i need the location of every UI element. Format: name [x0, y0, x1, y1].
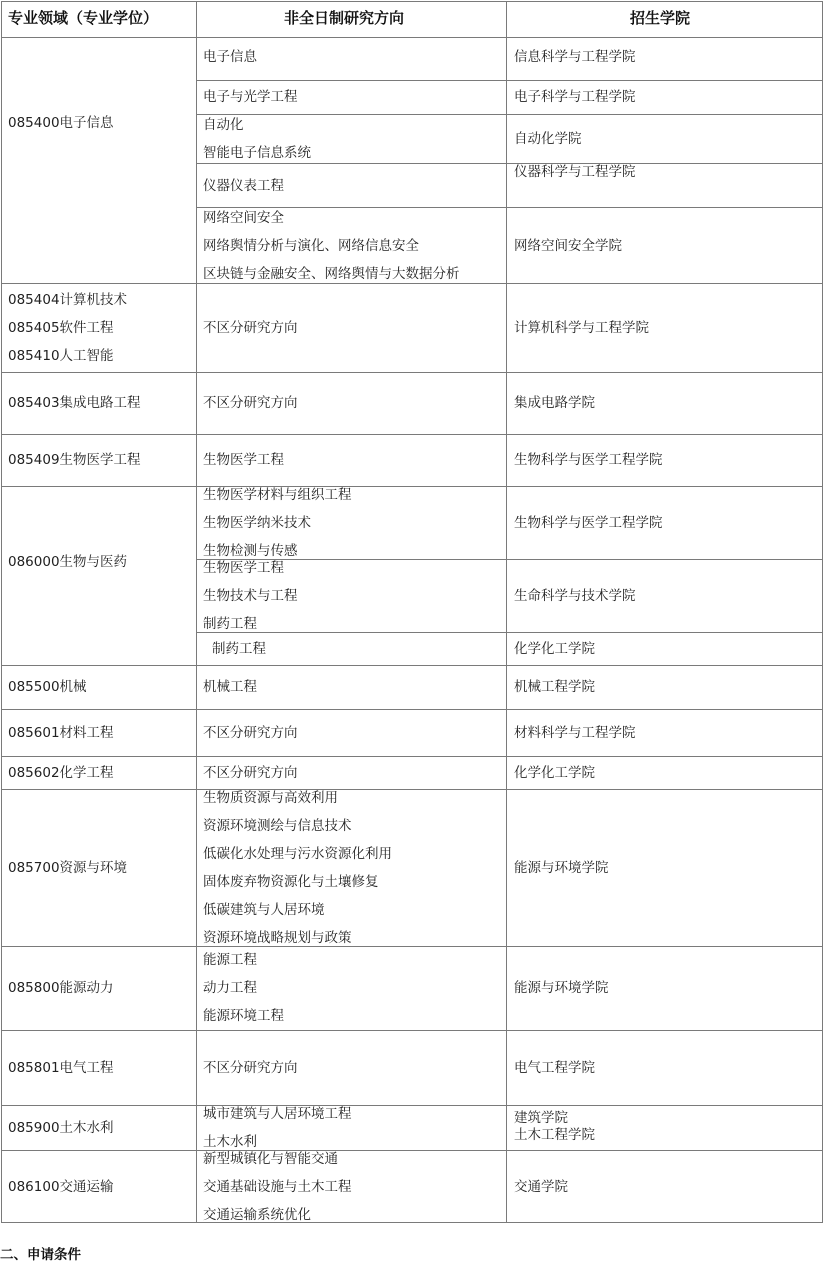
- table-border-right: [822, 1, 823, 1223]
- direction-cell: 区块链与金融安全、网络舆情与大数据分析: [203, 266, 460, 282]
- direction-cell: 生物医学工程: [203, 560, 284, 576]
- direction-cell: 能源工程: [203, 952, 257, 968]
- direction-cell: 动力工程: [203, 980, 257, 996]
- college-cell: 建筑学院: [514, 1110, 568, 1126]
- college-cell: 机械工程学院: [514, 679, 595, 695]
- college-cell: 化学化工学院: [514, 765, 595, 781]
- field-cell: 085700资源与环境: [8, 860, 128, 876]
- field-cell: 085900土木水利: [8, 1120, 114, 1136]
- field-cell: 085602化学工程: [8, 765, 114, 781]
- direction-cell: 制药工程: [203, 616, 257, 632]
- field-cell: 085801电气工程: [8, 1060, 114, 1076]
- direction-cell: 电子与光学工程: [203, 89, 298, 105]
- field-cell: 085405软件工程: [8, 320, 114, 336]
- direction-cell: 自动化: [203, 117, 244, 133]
- direction-cell: 生物医学工程: [203, 452, 284, 468]
- direction-cell: 网络舆情分析与演化、网络信息安全: [203, 238, 419, 254]
- direction-cell: 不区分研究方向: [203, 765, 298, 781]
- direction-cell: 资源环境测绘与信息技术: [203, 818, 352, 834]
- college-cell: 生物科学与医学工程学院: [514, 452, 663, 468]
- direction-cell: 低碳建筑与人居环境: [203, 902, 325, 918]
- college-cell: 电子科学与工程学院: [514, 89, 636, 105]
- college-cell: 信息科学与工程学院: [514, 49, 636, 65]
- direction-cell: 生物技术与工程: [203, 588, 298, 604]
- column-divider-1: [196, 1, 197, 1223]
- section-heading: 二、申请条件: [0, 1247, 81, 1263]
- direction-cell: 不区分研究方向: [203, 1060, 298, 1076]
- college-cell: 化学化工学院: [514, 641, 595, 657]
- table-border-left: [1, 1, 2, 1223]
- direction-cell: 交通运输系统优化: [203, 1207, 311, 1223]
- direction-cell: 仪器仪表工程: [203, 178, 284, 194]
- college-cell: 生命科学与技术学院: [514, 588, 636, 604]
- direction-cell: 固体废弃物资源化与土壤修复: [203, 874, 379, 890]
- field-cell: 085410人工智能: [8, 348, 114, 364]
- college-cell: 网络空间安全学院: [514, 238, 622, 254]
- college-cell: 自动化学院: [514, 131, 582, 147]
- direction-cell: 网络空间安全: [203, 210, 284, 226]
- header-direction-column: 非全日制研究方向: [284, 9, 405, 27]
- direction-cell: 城市建筑与人居环境工程: [203, 1106, 352, 1122]
- field-cell: 086000生物与医药: [8, 554, 128, 570]
- college-cell: 交通学院: [514, 1179, 568, 1195]
- direction-cell: 低碳化水处理与污水资源化利用: [203, 846, 392, 862]
- college-cell: 集成电路学院: [514, 395, 595, 411]
- header-field-column: 专业领域（专业学位）: [8, 9, 159, 27]
- college-cell: 土木工程学院: [514, 1127, 595, 1143]
- field-cell: 085409生物医学工程: [8, 452, 141, 468]
- direction-cell: 机械工程: [203, 679, 257, 695]
- college-cell: 仪器科学与工程学院: [514, 164, 636, 180]
- direction-cell: 新型城镇化与智能交通: [203, 1151, 338, 1167]
- direction-cell: 土木水利: [203, 1134, 257, 1150]
- college-cell: 能源与环境学院: [514, 980, 609, 996]
- field-cell: 085500机械: [8, 679, 87, 695]
- direction-cell: 不区分研究方向: [203, 395, 298, 411]
- field-cell: 085404计算机技术: [8, 292, 128, 308]
- direction-cell: 资源环境战略规划与政策: [203, 930, 352, 946]
- field-cell: 085403集成电路工程: [8, 395, 141, 411]
- direction-cell: 不区分研究方向: [203, 725, 298, 741]
- field-cell: 085400电子信息: [8, 115, 114, 131]
- direction-cell: 智能电子信息系统: [203, 145, 311, 161]
- column-divider-2: [506, 1, 507, 1223]
- college-cell: 生物科学与医学工程学院: [514, 515, 663, 531]
- direction-cell: 能源环境工程: [203, 1008, 284, 1024]
- direction-cell: 生物检测与传感: [203, 543, 298, 559]
- direction-cell: 生物医学材料与组织工程: [203, 487, 352, 503]
- table-border-bottom: [1, 1222, 823, 1223]
- direction-cell: 交通基础设施与土木工程: [203, 1179, 352, 1195]
- college-cell: 计算机科学与工程学院: [514, 320, 649, 336]
- table-border-top: [1, 1, 823, 2]
- direction-cell: 制药工程: [212, 641, 266, 657]
- field-cell: 085800能源动力: [8, 980, 114, 996]
- field-cell: 085601材料工程: [8, 725, 114, 741]
- direction-cell: 生物质资源与高效利用: [203, 790, 338, 806]
- direction-cell: 生物医学纳米技术: [203, 515, 311, 531]
- college-cell: 电气工程学院: [514, 1060, 595, 1076]
- field-cell: 086100交通运输: [8, 1179, 114, 1195]
- college-cell: 材料科学与工程学院: [514, 725, 636, 741]
- direction-cell: 电子信息: [203, 49, 257, 65]
- direction-cell: 不区分研究方向: [203, 320, 298, 336]
- college-cell: 能源与环境学院: [514, 860, 609, 876]
- header-college-column: 招生学院: [630, 9, 691, 27]
